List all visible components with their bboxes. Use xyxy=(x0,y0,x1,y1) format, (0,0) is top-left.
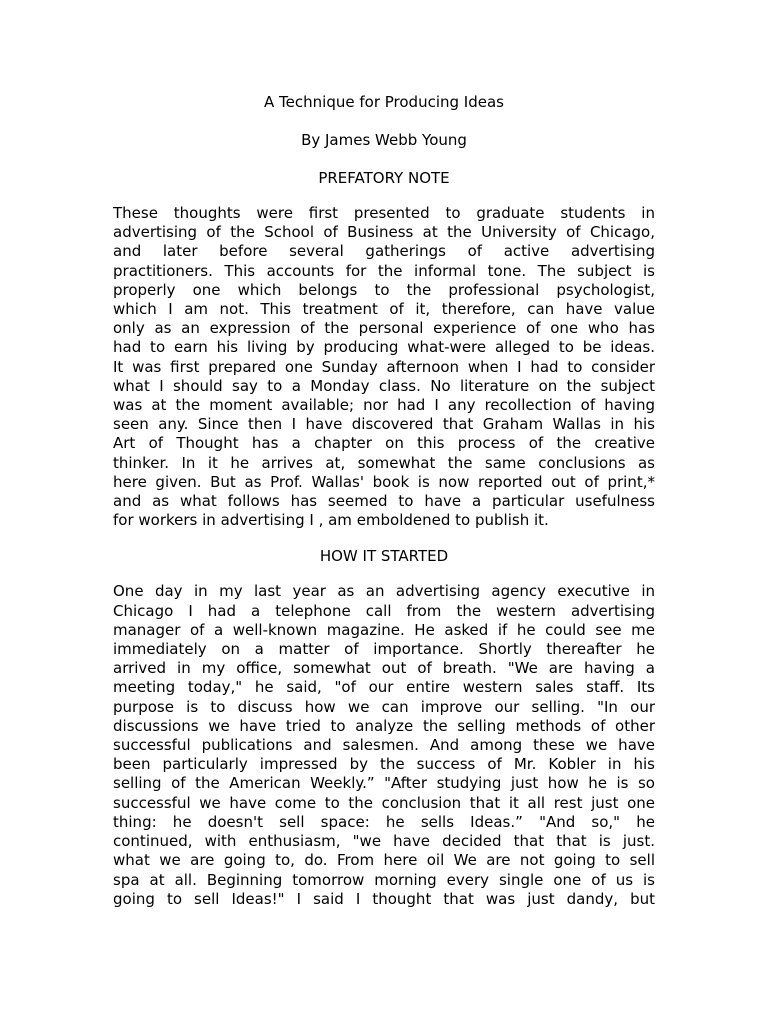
text-line: advertising of the School of Business at the University of Chicago, xyxy=(113,223,655,242)
text-line: only as an expression of the personal experience of one who has xyxy=(113,319,655,338)
section-heading-how-it-started: HOW IT STARTED xyxy=(319,547,449,566)
document-byline: By James Webb Young xyxy=(301,131,467,149)
text-line: continued, with enthusiasm, "we have decided that that is just. xyxy=(113,832,655,851)
text-line: had to earn his living by producing what-were alleged to be ideas. xyxy=(113,338,655,357)
document-title: A Technique for Producing Ideas xyxy=(264,93,504,111)
text-line: and as what follows has seemed to have a particular usefulness xyxy=(113,492,655,511)
text-line: what we are going to, do. From here oil We are not going to sell xyxy=(113,851,655,870)
text-line: meeting today," he said, "of our entire western sales staff. Its xyxy=(113,678,655,697)
text-line: arrived in my office, somewhat out of breath. "We are having a xyxy=(113,659,655,678)
text-line: One day in my last year as an advertising agency executive in xyxy=(113,582,655,601)
text-line: which I am not. This treatment of it, therefore, can have value xyxy=(113,300,655,319)
text-line: These thoughts were first presented to graduate students in xyxy=(113,204,655,222)
text-line: and later before several gatherings of active advertising xyxy=(113,242,655,261)
text-line: practitioners. This accounts for the informal tone. The subject is xyxy=(113,261,655,280)
text-line: thing: he doesn't sell space: he sells Ideas.” "And so," he xyxy=(113,812,655,831)
text-line: successful we have come to the conclusion that it all rest just one xyxy=(113,793,655,812)
text-line: seen any. Since then I have discovered that Graham Wallas in his xyxy=(113,415,655,434)
text-line: thinker. In it he arrives at, somewhat the same conclusions as xyxy=(113,453,655,472)
text-line: for workers in advertising I , am emboldened to publish it. xyxy=(113,511,549,530)
text-line: been particularly impressed by the success of Mr. Kobler in his xyxy=(113,755,655,774)
text-line: purpose is to discuss how we can improve our selling. "In our xyxy=(113,697,655,716)
text-line: spa at all. Beginning tomorrow morning every single one of us is xyxy=(113,870,655,889)
paragraph-how-it-started xyxy=(113,582,655,908)
text-line: what I should say to a Monday class. No literature on the subject xyxy=(113,376,655,395)
text-line: immediately on a matter of importance. Shortly thereafter he xyxy=(113,640,655,659)
text-line: discussions we have tried to analyze the selling methods of other xyxy=(113,716,655,735)
text-line: manager of a well-known magazine. He asked if he could see me xyxy=(113,620,655,639)
text-line: here given. But as Prof. Wallas' book is now reported out of print,* xyxy=(113,472,655,491)
text-line: going to sell Ideas!" I said I thought that was just dandy, but xyxy=(113,889,655,908)
text-line: selling of the American Weekly.” "After studying just how he is so xyxy=(113,774,655,793)
document-page xyxy=(113,92,655,909)
text-line: Art of Thought has a chapter on this process of the creative xyxy=(113,434,655,453)
text-line: successful publications and salesmen. And among these we have xyxy=(113,736,655,755)
text-line: It was first prepared one Sunday afternoon when I had to consider xyxy=(113,357,655,376)
text-line: properly one which belongs to the professional psychologist, xyxy=(113,280,655,299)
paragraph-prefatory-note xyxy=(113,204,655,530)
section-heading-prefatory-note: PREFATORY NOTE xyxy=(318,169,450,187)
text-line: Chicago I had a telephone call from the western advertising xyxy=(113,601,655,620)
text-line: was at the moment available; nor had I any recollection of having xyxy=(113,396,655,415)
